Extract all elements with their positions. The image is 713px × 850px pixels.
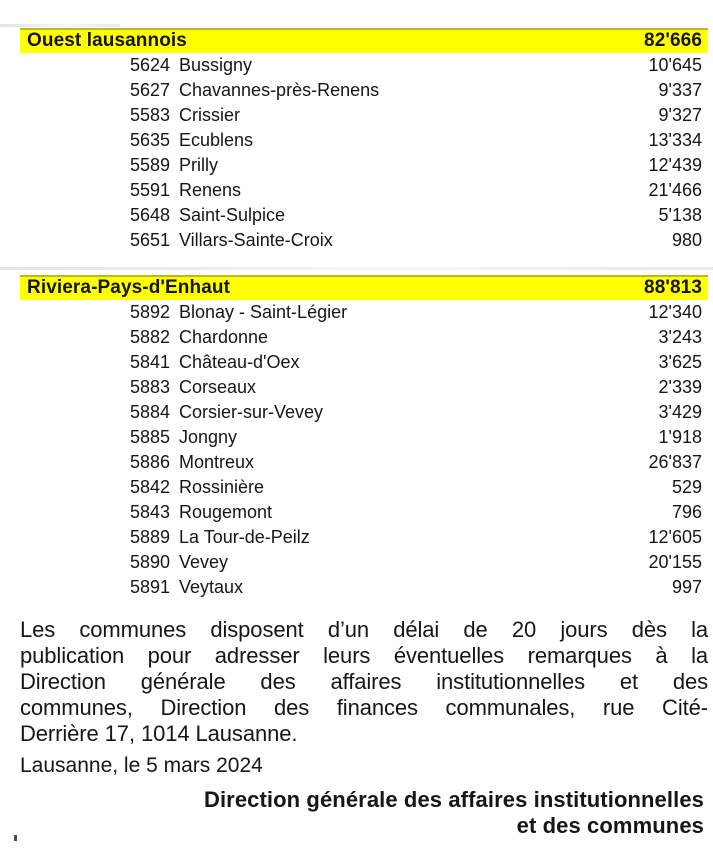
commune-rows <box>20 53 708 253</box>
commune-row <box>20 228 708 253</box>
signature-line: Direction générale des affaires institutionnelles <box>203 787 704 812</box>
commune-code: 5591 <box>129 180 170 200</box>
commune-row <box>20 325 708 350</box>
commune-name: Rossinière <box>179 477 265 497</box>
commune-code: 5651 <box>129 230 170 250</box>
commune-population: 529 <box>671 477 702 497</box>
commune-row <box>20 425 708 450</box>
commune-code: 5892 <box>129 302 170 322</box>
commune-code: 5885 <box>129 427 170 447</box>
commune-population: 13'334 <box>648 130 702 150</box>
commune-population: 12'340 <box>648 302 702 322</box>
commune-code: 5884 <box>129 402 170 422</box>
notice-paragraph <box>20 617 708 747</box>
commune-name: Jongny <box>179 427 238 447</box>
commune-row <box>20 300 708 325</box>
commune-name: Bussigny <box>179 55 253 75</box>
commune-population: 3'243 <box>658 327 702 347</box>
commune-name: Saint-Sulpice <box>179 205 286 225</box>
commune-name: Chardonne <box>179 327 269 347</box>
district-total: 82'666 <box>644 30 702 51</box>
commune-row <box>20 550 708 575</box>
notice-line: Les communes disposent d’un délai de 20 jours dès la <box>20 617 708 642</box>
commune-code: 5886 <box>129 452 170 472</box>
district-sections <box>20 28 708 600</box>
district-name: Riviera-Pays-d'Enhaut <box>27 277 231 298</box>
commune-code: 5842 <box>129 477 170 497</box>
commune-population: 3'625 <box>658 352 702 372</box>
commune-name: La Tour-de-Peilz <box>179 527 310 547</box>
commune-row <box>20 475 708 500</box>
commune-code: 5882 <box>129 327 170 347</box>
district-name: Ouest lausannois <box>27 30 187 51</box>
commune-code: 5627 <box>129 80 170 100</box>
commune-row <box>20 575 708 600</box>
commune-population: 10'645 <box>648 55 702 75</box>
notice-line: communes, Direction des finances communales, rue Cité- <box>20 695 708 720</box>
commune-code: 5890 <box>129 552 170 572</box>
commune-row <box>20 525 708 550</box>
district-header <box>20 275 708 300</box>
commune-population: 796 <box>671 502 702 522</box>
commune-row <box>20 153 708 178</box>
commune-row <box>20 450 708 475</box>
commune-population: 5'138 <box>658 205 702 225</box>
commune-code: 5635 <box>129 130 170 150</box>
notice-line: publication pour adresser leurs éventuelles remarques à la <box>20 643 708 668</box>
commune-name: Villars-Sainte-Croix <box>179 230 333 250</box>
commune-code: 5883 <box>129 377 170 397</box>
commune-name: Ecublens <box>179 130 254 150</box>
commune-name: Montreux <box>179 452 255 472</box>
commune-row <box>20 53 708 78</box>
commune-name: Crissier <box>179 105 240 125</box>
signature-line: et des communes <box>516 813 704 838</box>
commune-row <box>20 128 708 153</box>
district-header <box>20 28 708 53</box>
commune-name: Prilly <box>179 155 218 175</box>
commune-row <box>20 178 708 203</box>
date-line: Lausanne, le 5 mars 2024 <box>20 754 263 777</box>
commune-name: Corsier-sur-Vevey <box>179 402 324 422</box>
commune-name: Veytaux <box>179 577 244 597</box>
commune-code: 5589 <box>129 155 170 175</box>
commune-name: Château-d'Oex <box>179 352 300 372</box>
commune-population: 26'837 <box>648 452 702 472</box>
commune-population: 21'466 <box>648 180 702 200</box>
district-total: 88'813 <box>644 277 702 298</box>
commune-name: Chavannes-près-Renens <box>179 80 380 100</box>
commune-row <box>20 375 708 400</box>
commune-population: 9'327 <box>658 105 702 125</box>
commune-code: 5583 <box>129 105 170 125</box>
commune-population: 3'429 <box>658 402 702 422</box>
scan-speck <box>14 835 17 841</box>
commune-code: 5889 <box>129 527 170 547</box>
commune-name: Corseaux <box>179 377 257 397</box>
commune-code: 5624 <box>129 55 170 75</box>
commune-population: 997 <box>671 577 702 597</box>
district-section <box>20 275 708 600</box>
commune-name: Vevey <box>179 552 229 572</box>
notice-line: Direction générale des affaires institutionnelles et des <box>20 669 708 694</box>
commune-population: 20'155 <box>648 552 702 572</box>
commune-row <box>20 350 708 375</box>
commune-population: 2'339 <box>658 377 702 397</box>
commune-name: Blonay - Saint-Légier <box>179 302 348 322</box>
commune-row <box>20 203 708 228</box>
commune-row <box>20 78 708 103</box>
commune-code: 5843 <box>129 502 170 522</box>
commune-code: 5891 <box>129 577 170 597</box>
commune-name: Rougemont <box>179 502 273 522</box>
commune-code: 5648 <box>129 205 170 225</box>
commune-row <box>20 500 708 525</box>
commune-rows <box>20 300 708 600</box>
commune-name: Renens <box>179 180 242 200</box>
document-content <box>20 28 708 839</box>
commune-row <box>20 400 708 425</box>
commune-row <box>20 103 708 128</box>
signature-block <box>20 787 708 839</box>
commune-population: 980 <box>671 230 702 250</box>
notice-line: Derrière 17, 1014 Lausanne. <box>20 721 298 746</box>
commune-population: 12'605 <box>648 527 702 547</box>
commune-population: 1'918 <box>658 427 702 447</box>
district-section <box>20 28 708 253</box>
commune-code: 5841 <box>129 352 170 372</box>
commune-population: 12'439 <box>648 155 702 175</box>
commune-population: 9'337 <box>658 80 702 100</box>
scan-artifact <box>0 24 120 27</box>
